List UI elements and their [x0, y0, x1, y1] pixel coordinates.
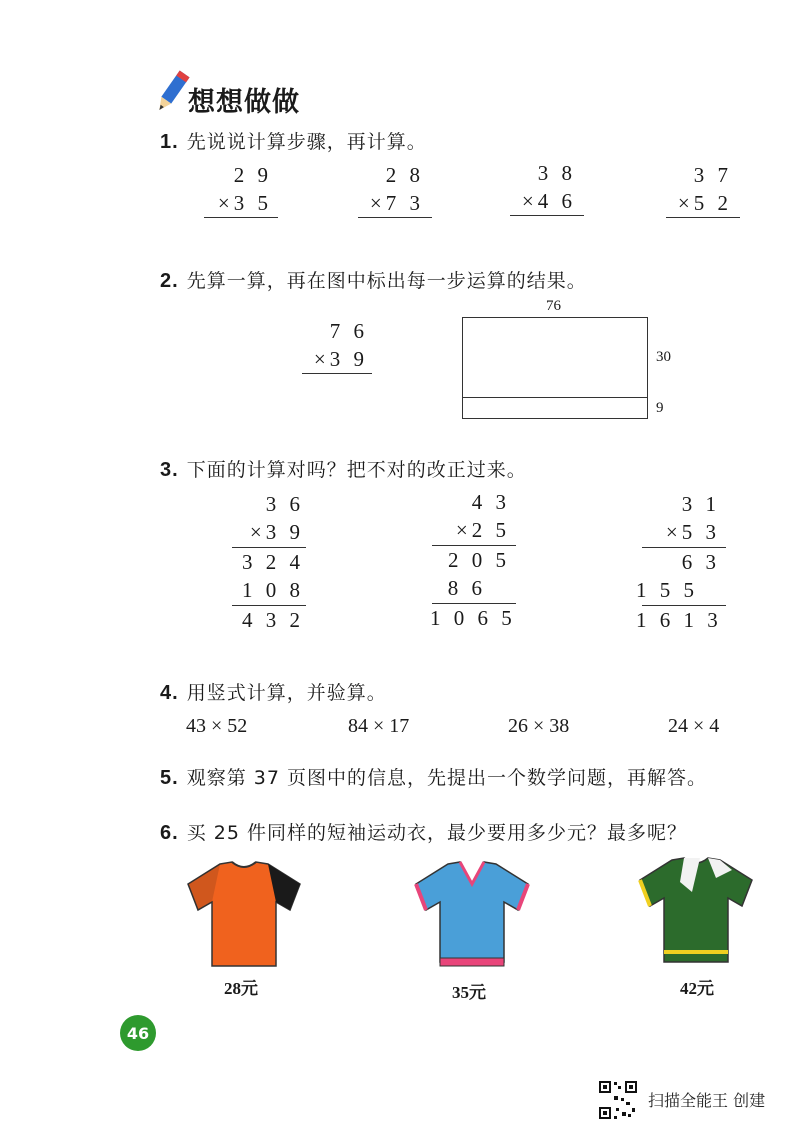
qr-code-icon	[598, 1080, 638, 1120]
blue-shirt-image	[412, 858, 532, 970]
expression-3: 26 × 38	[508, 715, 570, 737]
footer-text: 扫描全能王 创建	[648, 1091, 766, 1110]
area-diagram	[462, 317, 648, 419]
q1-problem-4: 3 7 ×5 2	[660, 160, 726, 222]
expression-4-clip	[668, 713, 726, 743]
expression-4: 24 × 4	[668, 715, 720, 737]
expression-2: 84 × 17	[348, 715, 410, 737]
shirt-price-1: 28元	[224, 979, 258, 998]
pencil-icon	[152, 68, 192, 116]
green-shirt-image	[636, 852, 756, 968]
q3-problem-3: 3 1 ×5 3 6 3 1 5 5 1 6 1 3	[636, 490, 726, 640]
expression-1: 43 × 52	[186, 715, 248, 737]
orange-shirt-image	[184, 858, 304, 970]
shirt-price-2: 35元	[452, 983, 486, 1002]
green-shirt-clip	[636, 852, 728, 968]
question-3: 3. 下面的计算对吗？把不对的改正过来。	[160, 459, 527, 481]
shirt-price-3: 42元	[680, 979, 714, 998]
question-4: 4. 用竖式计算，并验算。	[160, 682, 387, 704]
diagram-side-label-9: 9	[656, 400, 664, 416]
question-1: 1. 先说说计算步骤，再计算。	[160, 131, 427, 153]
question-2: 2. 先算一算，再在图中标出每一步运算的结果。	[160, 270, 587, 292]
question-6: 6. 买 25 件同样的短袖运动衣，最少要用多少元？最多呢？	[160, 822, 687, 844]
diagram-top-label: 76	[546, 298, 561, 314]
section-title: 想想做做	[188, 87, 300, 118]
question-5: 5. 观察第 37 页图中的信息，先提出一个数学问题，再解答。	[160, 767, 707, 789]
diagram-side-label-30: 30	[656, 349, 671, 365]
page-number: 46	[120, 1015, 156, 1051]
